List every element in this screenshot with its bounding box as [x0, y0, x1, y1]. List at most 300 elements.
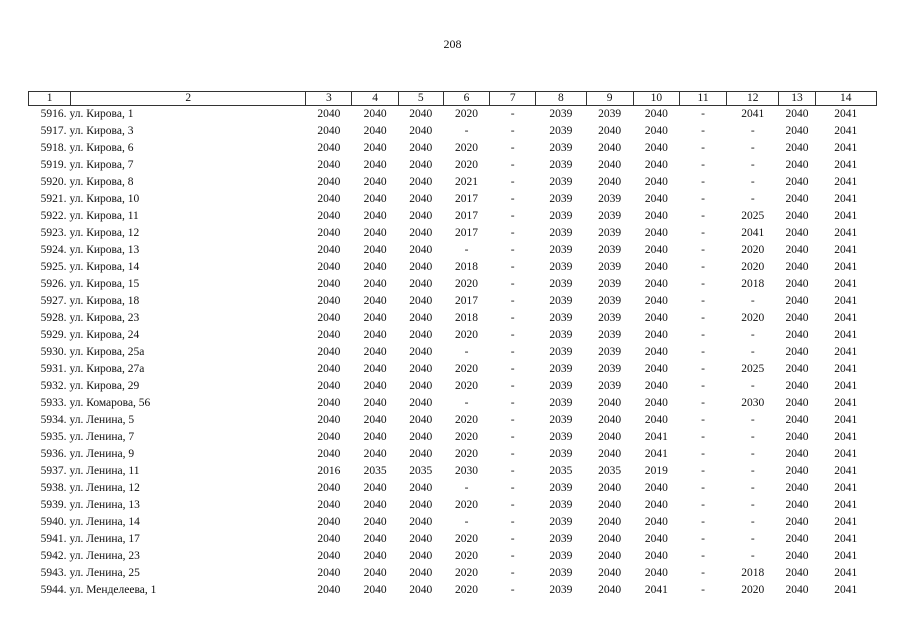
year-cell-col-6: - — [464, 125, 469, 137]
year-cell-col-4: 2040 — [363, 516, 387, 528]
year-cell-col-14: 2041 — [834, 278, 858, 290]
address-cell — [29, 140, 306, 157]
year-cell-col-5: 2040 — [409, 516, 433, 528]
row-number: 5934. — [40, 414, 67, 426]
column-header-2: 2 — [71, 92, 306, 106]
year-cell-col-4: 2040 — [363, 142, 387, 154]
year-cell-col-6: 2017 — [454, 295, 478, 307]
year-cell-col-4: 2040 — [363, 329, 387, 341]
year-cell-col-8: 2039 — [549, 567, 573, 579]
year-cell-col-12: - — [750, 380, 755, 392]
row-number: 5941. — [40, 533, 67, 545]
year-cell-col-8: 2039 — [549, 380, 573, 392]
year-cell-col-13: 2040 — [785, 465, 809, 477]
address-name: ул. Комарова, 56 — [69, 397, 151, 409]
address-cell — [29, 378, 306, 395]
address-cell — [29, 174, 306, 191]
year-cell-col-3: 2040 — [317, 261, 341, 273]
year-cell-col-5: 2035 — [409, 465, 433, 477]
table-row — [29, 378, 877, 395]
address-name: ул. Кирова, 1 — [69, 108, 134, 120]
year-cell-col-4: 2040 — [363, 414, 387, 426]
year-cell-col-4: 2040 — [363, 448, 387, 460]
table-header — [29, 92, 877, 106]
housing-schedule-table — [28, 91, 877, 599]
year-cell-col-11: - — [701, 244, 705, 256]
table-row — [29, 565, 877, 582]
year-cell-col-6: 2030 — [454, 465, 478, 477]
year-cell-col-8: 2039 — [549, 329, 573, 341]
year-cell-col-4: 2040 — [363, 312, 387, 324]
year-cell-col-6: 2020 — [454, 499, 478, 511]
year-cell-col-6: 2018 — [454, 312, 478, 324]
year-cell-col-11: - — [701, 329, 705, 341]
row-number: 5931. — [40, 363, 67, 375]
year-cell-col-3: 2040 — [317, 550, 341, 562]
year-cell-col-6: 2020 — [454, 380, 478, 392]
address-cell — [29, 293, 306, 310]
column-numbers-row — [29, 92, 877, 106]
year-cell-col-9: 2035 — [598, 465, 622, 477]
table-row — [29, 276, 877, 293]
year-cell-col-12: 2020 — [741, 244, 765, 256]
year-cell-col-5: 2040 — [409, 193, 433, 205]
year-cell-col-5: 2040 — [409, 363, 433, 375]
year-cell-col-3: 2040 — [317, 499, 341, 511]
year-cell-col-8: 2039 — [549, 210, 573, 222]
table-row — [29, 106, 877, 124]
row-number: 5917. — [40, 125, 67, 137]
row-number: 5924. — [40, 244, 67, 256]
table-row — [29, 395, 877, 412]
year-cell-col-12: - — [750, 431, 755, 443]
year-cell-col-4: 2040 — [363, 108, 387, 120]
address-cell — [29, 548, 306, 565]
year-cell-col-8: 2039 — [549, 142, 573, 154]
year-cell-col-13: 2040 — [785, 295, 809, 307]
year-cell-col-8: 2039 — [549, 312, 573, 324]
table-row — [29, 123, 877, 140]
year-cell-col-7: - — [510, 193, 515, 205]
year-cell-col-7: - — [510, 142, 515, 154]
year-cell-col-3: 2040 — [317, 397, 341, 409]
address-name: ул. Ленина, 17 — [69, 533, 140, 545]
year-cell-col-13: 2040 — [785, 584, 809, 596]
year-cell-col-13: 2040 — [785, 516, 809, 528]
year-cell-col-7: - — [510, 533, 515, 545]
year-cell-col-13: 2040 — [785, 533, 809, 545]
year-cell-col-10: 2040 — [644, 193, 668, 205]
year-cell-col-11: - — [701, 516, 705, 528]
year-cell-col-14: 2041 — [834, 482, 858, 494]
table-row — [29, 208, 877, 225]
address-cell — [29, 327, 306, 344]
year-cell-col-6: 2017 — [454, 227, 478, 239]
year-cell-col-10: 2040 — [644, 210, 668, 222]
year-cell-col-4: 2040 — [363, 244, 387, 256]
year-cell-col-12: 2041 — [741, 227, 765, 239]
row-number: 5940. — [40, 516, 67, 528]
year-cell-col-10: 2040 — [644, 346, 668, 358]
year-cell-col-6: 2020 — [454, 584, 478, 596]
year-cell-col-3: 2040 — [317, 380, 341, 392]
year-cell-col-5: 2040 — [409, 108, 433, 120]
address-cell — [29, 514, 306, 531]
column-header-9: 9 — [586, 92, 633, 106]
year-cell-col-10: 2040 — [644, 295, 668, 307]
year-cell-col-3: 2040 — [317, 448, 341, 460]
year-cell-col-4: 2040 — [363, 261, 387, 273]
year-cell-col-14: 2041 — [834, 108, 858, 120]
table-row — [29, 310, 877, 327]
address-cell — [29, 157, 306, 174]
row-number: 5916. — [40, 108, 67, 120]
year-cell-col-8: 2039 — [549, 125, 573, 137]
year-cell-col-8: 2039 — [549, 363, 573, 375]
table-body — [29, 106, 877, 600]
table-row — [29, 191, 877, 208]
row-number: 5942. — [40, 550, 67, 562]
year-cell-col-6: - — [464, 397, 469, 409]
column-header-14: 14 — [815, 92, 876, 106]
address-cell — [29, 259, 306, 276]
year-cell-col-12: 2030 — [741, 397, 765, 409]
year-cell-col-5: 2040 — [409, 176, 433, 188]
year-cell-col-10: 2041 — [644, 584, 668, 596]
year-cell-col-6: 2020 — [454, 329, 478, 341]
year-cell-col-10: 2040 — [644, 125, 668, 137]
address-cell — [29, 446, 306, 463]
year-cell-col-4: 2040 — [363, 482, 387, 494]
year-cell-col-7: - — [510, 431, 515, 443]
year-cell-col-10: 2019 — [644, 465, 668, 477]
year-cell-col-10: 2040 — [644, 567, 668, 579]
year-cell-col-4: 2035 — [363, 465, 387, 477]
year-cell-col-8: 2039 — [549, 448, 573, 460]
address-name: ул. Кирова, 6 — [69, 142, 134, 154]
year-cell-col-10: 2041 — [644, 448, 668, 460]
year-cell-col-14: 2041 — [834, 516, 858, 528]
year-cell-col-4: 2040 — [363, 567, 387, 579]
year-cell-col-6: - — [464, 244, 469, 256]
year-cell-col-10: 2040 — [644, 516, 668, 528]
year-cell-col-5: 2040 — [409, 295, 433, 307]
address-cell — [29, 429, 306, 446]
year-cell-col-8: 2035 — [549, 465, 573, 477]
year-cell-col-8: 2039 — [549, 227, 573, 239]
year-cell-col-7: - — [510, 380, 515, 392]
year-cell-col-3: 2040 — [317, 142, 341, 154]
year-cell-col-11: - — [701, 414, 705, 426]
year-cell-col-14: 2041 — [834, 125, 858, 137]
year-cell-col-8: 2039 — [549, 244, 573, 256]
year-cell-col-10: 2040 — [644, 142, 668, 154]
year-cell-col-13: 2040 — [785, 448, 809, 460]
year-cell-col-6: 2020 — [454, 142, 478, 154]
year-cell-col-11: - — [701, 380, 705, 392]
table-row — [29, 429, 877, 446]
year-cell-col-8: 2039 — [549, 499, 573, 511]
year-cell-col-4: 2040 — [363, 397, 387, 409]
row-number: 5918. — [40, 142, 67, 154]
year-cell-col-6: 2020 — [454, 567, 478, 579]
year-cell-col-3: 2040 — [317, 482, 341, 494]
year-cell-col-6: 2017 — [454, 210, 478, 222]
year-cell-col-8: 2039 — [549, 346, 573, 358]
year-cell-col-9: 2039 — [598, 329, 622, 341]
address-name: ул. Кирова, 29 — [69, 380, 140, 392]
year-cell-col-14: 2041 — [834, 261, 858, 273]
year-cell-col-11: - — [701, 482, 705, 494]
year-cell-col-9: 2040 — [598, 414, 622, 426]
address-name: ул. Кирова, 7 — [69, 159, 134, 171]
year-cell-col-6: 2020 — [454, 363, 478, 375]
year-cell-col-5: 2040 — [409, 125, 433, 137]
year-cell-col-6: 2020 — [454, 278, 478, 290]
address-cell — [29, 310, 306, 327]
year-cell-col-7: - — [510, 159, 515, 171]
address-name: ул. Ленина, 11 — [69, 465, 140, 477]
address-cell — [29, 565, 306, 582]
row-number: 5939. — [40, 499, 67, 511]
year-cell-col-13: 2040 — [785, 108, 809, 120]
address-name: ул. Кирова, 8 — [69, 176, 134, 188]
year-cell-col-13: 2040 — [785, 363, 809, 375]
address-name: ул. Ленина, 7 — [69, 431, 135, 443]
year-cell-col-11: - — [701, 142, 705, 154]
year-cell-col-6: - — [464, 516, 469, 528]
table-row — [29, 293, 877, 310]
address-name: ул. Кирова, 24 — [69, 329, 140, 341]
year-cell-col-14: 2041 — [834, 193, 858, 205]
year-cell-col-4: 2040 — [363, 210, 387, 222]
year-cell-col-5: 2040 — [409, 397, 433, 409]
year-cell-col-12: 2020 — [741, 312, 765, 324]
row-number: 5938. — [40, 482, 67, 494]
year-cell-col-6: 2020 — [454, 108, 478, 120]
year-cell-col-6: 2021 — [454, 176, 478, 188]
row-number: 5919. — [40, 159, 67, 171]
year-cell-col-3: 2040 — [317, 108, 341, 120]
year-cell-col-7: - — [510, 295, 515, 307]
year-cell-col-5: 2040 — [409, 567, 433, 579]
year-cell-col-14: 2041 — [834, 176, 858, 188]
table-row — [29, 531, 877, 548]
year-cell-col-14: 2041 — [834, 227, 858, 239]
year-cell-col-13: 2040 — [785, 550, 809, 562]
table-row — [29, 361, 877, 378]
year-cell-col-13: 2040 — [785, 346, 809, 358]
year-cell-col-10: 2040 — [644, 363, 668, 375]
address-name: ул. Ленина, 14 — [69, 516, 140, 528]
address-name: ул. Кирова, 10 — [69, 193, 140, 205]
year-cell-col-11: - — [701, 210, 705, 222]
year-cell-col-8: 2039 — [549, 516, 573, 528]
year-cell-col-3: 2040 — [317, 125, 341, 137]
year-cell-col-13: 2040 — [785, 278, 809, 290]
year-cell-col-3: 2040 — [317, 244, 341, 256]
year-cell-col-13: 2040 — [785, 397, 809, 409]
year-cell-col-4: 2040 — [363, 278, 387, 290]
year-cell-col-14: 2041 — [834, 550, 858, 562]
year-cell-col-5: 2040 — [409, 244, 433, 256]
year-cell-col-9: 2040 — [598, 176, 622, 188]
year-cell-col-13: 2040 — [785, 210, 809, 222]
year-cell-col-4: 2040 — [363, 431, 387, 443]
year-cell-col-10: 2040 — [644, 414, 668, 426]
year-cell-col-5: 2040 — [409, 499, 433, 511]
year-cell-col-14: 2041 — [834, 567, 858, 579]
year-cell-col-13: 2040 — [785, 312, 809, 324]
year-cell-col-9: 2039 — [598, 346, 622, 358]
year-cell-col-3: 2040 — [317, 159, 341, 171]
year-cell-col-12: - — [750, 499, 755, 511]
year-cell-col-7: - — [510, 482, 515, 494]
year-cell-col-5: 2040 — [409, 159, 433, 171]
year-cell-col-10: 2041 — [644, 431, 668, 443]
year-cell-col-3: 2040 — [317, 295, 341, 307]
address-cell — [29, 242, 306, 259]
year-cell-col-10: 2040 — [644, 550, 668, 562]
year-cell-col-8: 2039 — [549, 584, 573, 596]
row-number: 5937. — [40, 465, 67, 477]
year-cell-col-10: 2040 — [644, 227, 668, 239]
year-cell-col-5: 2040 — [409, 278, 433, 290]
address-name: ул. Ленина, 13 — [69, 499, 140, 511]
year-cell-col-11: - — [701, 312, 705, 324]
year-cell-col-5: 2040 — [409, 584, 433, 596]
row-number: 5921. — [40, 193, 67, 205]
year-cell-col-9: 2039 — [598, 295, 622, 307]
column-header-7: 7 — [490, 92, 536, 106]
year-cell-col-14: 2041 — [834, 499, 858, 511]
table-row — [29, 242, 877, 259]
year-cell-col-12: - — [750, 550, 755, 562]
year-cell-col-10: 2040 — [644, 176, 668, 188]
address-cell — [29, 480, 306, 497]
address-cell — [29, 225, 306, 242]
address-name: ул. Кирова, 13 — [69, 244, 140, 256]
address-name: ул. Кирова, 12 — [69, 227, 140, 239]
year-cell-col-11: - — [701, 533, 705, 545]
year-cell-col-14: 2041 — [834, 431, 858, 443]
year-cell-col-4: 2040 — [363, 227, 387, 239]
year-cell-col-4: 2040 — [363, 363, 387, 375]
year-cell-col-7: - — [510, 227, 515, 239]
year-cell-col-13: 2040 — [785, 244, 809, 256]
year-cell-col-12: - — [750, 414, 755, 426]
column-header-11: 11 — [679, 92, 726, 106]
year-cell-col-7: - — [510, 312, 515, 324]
table-row — [29, 140, 877, 157]
year-cell-col-7: - — [510, 363, 515, 375]
row-number: 5928. — [40, 312, 67, 324]
year-cell-col-13: 2040 — [785, 567, 809, 579]
year-cell-col-12: - — [750, 516, 755, 528]
address-name: ул. Кирова, 23 — [69, 312, 140, 324]
address-name: ул. Кирова, 27а — [69, 363, 145, 375]
year-cell-col-9: 2040 — [598, 516, 622, 528]
year-cell-col-9: 2039 — [598, 261, 622, 273]
year-cell-col-12: 2041 — [741, 108, 765, 120]
year-cell-col-14: 2041 — [834, 414, 858, 426]
column-header-13: 13 — [779, 92, 815, 106]
year-cell-col-10: 2040 — [644, 278, 668, 290]
year-cell-col-6: 2020 — [454, 414, 478, 426]
address-name: ул. Ленина, 12 — [69, 482, 140, 494]
year-cell-col-4: 2040 — [363, 550, 387, 562]
year-cell-col-3: 2040 — [317, 363, 341, 375]
year-cell-col-11: - — [701, 499, 705, 511]
year-cell-col-7: - — [510, 550, 515, 562]
year-cell-col-13: 2040 — [785, 414, 809, 426]
year-cell-col-3: 2040 — [317, 533, 341, 545]
year-cell-col-8: 2039 — [549, 278, 573, 290]
year-cell-col-11: - — [701, 108, 705, 120]
address-name: ул. Кирова, 14 — [69, 261, 140, 273]
column-header-4: 4 — [352, 92, 398, 106]
year-cell-col-7: - — [510, 465, 515, 477]
page-number: 208 — [443, 37, 462, 51]
year-cell-col-7: - — [510, 397, 515, 409]
year-cell-col-4: 2040 — [363, 499, 387, 511]
year-cell-col-3: 2040 — [317, 516, 341, 528]
year-cell-col-7: - — [510, 176, 515, 188]
year-cell-col-13: 2040 — [785, 482, 809, 494]
year-cell-col-14: 2041 — [834, 380, 858, 392]
year-cell-col-13: 2040 — [785, 380, 809, 392]
year-cell-col-5: 2040 — [409, 414, 433, 426]
year-cell-col-11: - — [701, 159, 705, 171]
year-cell-col-8: 2039 — [549, 108, 573, 120]
table-row — [29, 174, 877, 191]
year-cell-col-14: 2041 — [834, 584, 858, 596]
address-cell — [29, 531, 306, 548]
address-name: ул. Ленина, 23 — [69, 550, 140, 562]
year-cell-col-8: 2039 — [549, 176, 573, 188]
year-cell-col-11: - — [701, 295, 705, 307]
year-cell-col-10: 2040 — [644, 329, 668, 341]
year-cell-col-11: - — [701, 261, 705, 273]
year-cell-col-9: 2039 — [598, 210, 622, 222]
year-cell-col-6: 2020 — [454, 159, 478, 171]
year-cell-col-4: 2040 — [363, 295, 387, 307]
address-cell — [29, 463, 306, 480]
year-cell-col-5: 2040 — [409, 210, 433, 222]
year-cell-col-5: 2040 — [409, 431, 433, 443]
year-cell-col-5: 2040 — [409, 448, 433, 460]
address-cell — [29, 123, 306, 140]
year-cell-col-5: 2040 — [409, 346, 433, 358]
year-cell-col-14: 2041 — [834, 346, 858, 358]
year-cell-col-9: 2040 — [598, 584, 622, 596]
row-number: 5926. — [40, 278, 67, 290]
year-cell-col-9: 2039 — [598, 227, 622, 239]
year-cell-col-9: 2040 — [598, 448, 622, 460]
year-cell-col-6: - — [464, 482, 469, 494]
address-cell — [29, 276, 306, 293]
year-cell-col-4: 2040 — [363, 125, 387, 137]
year-cell-col-8: 2039 — [549, 431, 573, 443]
year-cell-col-6: 2018 — [454, 261, 478, 273]
row-number: 5944. — [40, 584, 67, 596]
year-cell-col-4: 2040 — [363, 159, 387, 171]
year-cell-col-4: 2040 — [363, 380, 387, 392]
year-cell-col-12: 2020 — [741, 584, 765, 596]
year-cell-col-3: 2040 — [317, 278, 341, 290]
year-cell-col-8: 2039 — [549, 414, 573, 426]
year-cell-col-3: 2040 — [317, 193, 341, 205]
